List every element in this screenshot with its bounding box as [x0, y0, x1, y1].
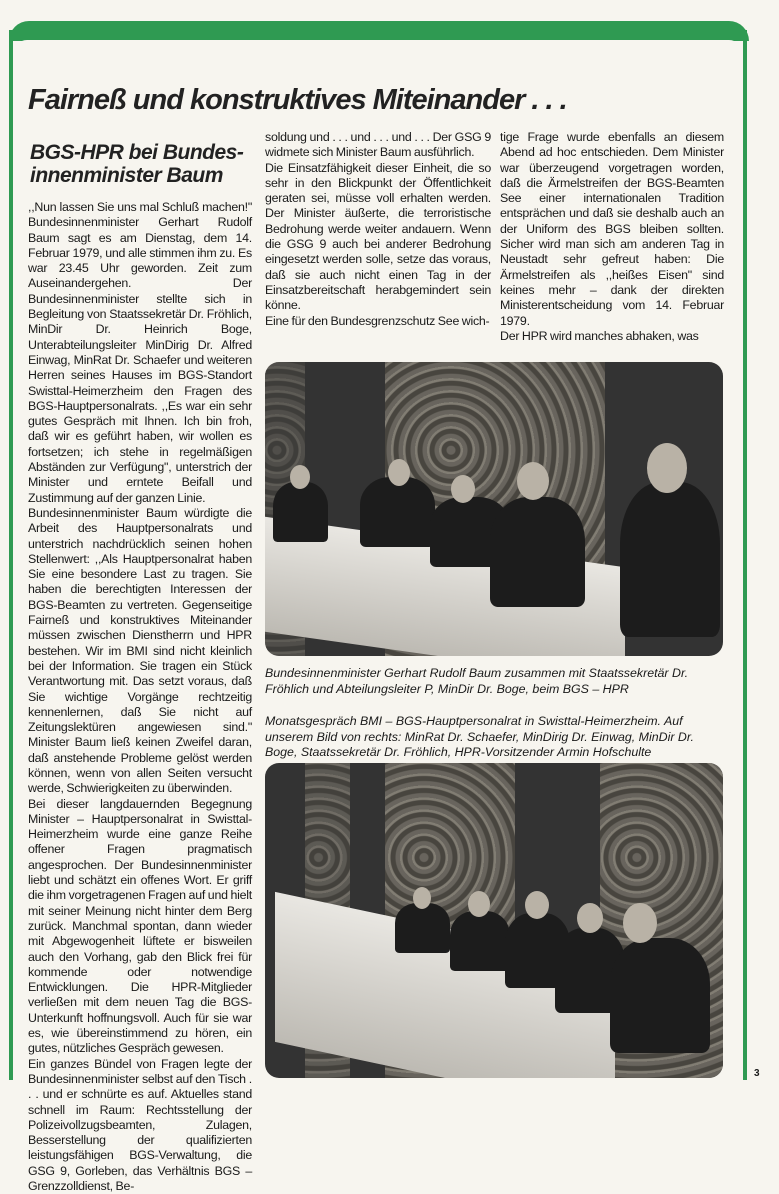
photo-caption-1: Bundesinnenminister Gerhart Rudolf Baum zusammen mit Staatssekretär Dr. Fröhlich und Abteilungsleiter P, MinDir Dr. Boge, beim BGS – HPR	[265, 666, 689, 696]
green-frame-right	[743, 30, 747, 1080]
person	[620, 482, 720, 637]
green-frame-left	[9, 30, 13, 1080]
paragraph: Bundesinnenminister Baum würdigte die Arbeit des Hauptpersonalrats und unterstrich nachdrücklich seinen hohen Stellenwert: ,,Als Hauptpersonalrat haben Sie eine besondere Last zu tragen. Sie haben die berechtigten Interessen der BGS-Beamten zu vertreten. Gegenseitige Fairneß und konstruktives Miteinander müssen zwischen Dienstherrn und HPR bestehen. Wir im BMI sind nicht kleinlich bei der Information. Sie tragen ein Stück Verantwortung mit. Das setzt voraus, daß Sie wichtige Vorgänge rechtzeitig kennenlernen, daß Sie nicht auf Zeitungslektüren angewiesen sind." Minister Baum ließ keinen Zweifel daran, daß anstehende Probleme gelöst werden können, wenn von allen Seiten versucht werde, Schwierigkeiten zu überwinden.	[28, 505, 252, 796]
person-head	[525, 891, 549, 919]
person-head	[413, 887, 431, 909]
paragraph: Ein ganzes Bündel von Fragen legte der Bundesinnenminister selbst auf den Tisch . . . und er schnürte es auf. Aktuelles stand schnell im Raum: Rechtsstellung der Polizeivollzugsbeamten, Zulagen, Besserstellung der qualifizierten leistungsfähigen BGS-Verwaltung, die GSG 9, Gorleben, das Verhältnis BGS – Grenzzolldienst, Be-	[28, 1056, 252, 1193]
person	[273, 482, 328, 542]
photo-monthly-meeting	[265, 763, 723, 1078]
person-head	[623, 903, 657, 943]
person-head	[517, 462, 549, 500]
person	[610, 938, 710, 1053]
person	[490, 497, 585, 607]
frame-inner-mask	[13, 40, 743, 70]
green-frame-top	[9, 21, 749, 41]
person	[360, 477, 435, 547]
person-head	[388, 459, 410, 486]
page-title: Fairneß und konstruktives Miteinander . . .	[28, 84, 567, 116]
photo-caption-2: Monatsgespräch BMI – BGS-Hauptpersonalrat in Swisttal-Heimerzheim. Auf unserem Bild von rechts: MinRat Dr. Schaefer, MinDirig Dr. Einwag, MinDir Dr. Boge, Staatssekretär Dr. Fröhlich, HPR-Vorsitzender Armin Hofschulte	[265, 714, 694, 759]
paragraph: Eine für den Bundesgrenzschutz See wich-	[265, 313, 490, 328]
photo-minister-meeting	[265, 362, 723, 656]
text-column-1	[28, 200, 252, 1194]
person	[395, 903, 450, 953]
article-headline: BGS-HPR bei Bundesinnenminister Baum	[30, 141, 244, 187]
paragraph: Der HPR wird manches abhaken, was	[500, 328, 699, 343]
person-head	[577, 903, 603, 933]
person-head	[451, 475, 475, 503]
person-head	[647, 443, 687, 493]
paragraph: ,,Nun lassen Sie uns mal Schluß machen!" Bundesinnenminister Gerhart Rudolf Baum sagt es am Dienstag, dem 14. Februar 1979, und alle stimmen ihm zu. Es war 23.45 Uhr geworden. Zeit zum Auseinandergehen. Der Bundesinnenminister stellte sich in Begleitung von Staatssekretär Dr. Fröhlich, MinDir Dr. Heinrich Boge, Unterabteilungsleiter MinDirig Dr. Alfred Einwag, MinRat Dr. Schaefer und weiteren Herren seines Hauses im BGS-Standort Swisttal-Heimerzheim den Fragen des BGS-Hauptpersonalrats. ,,Es war ein sehr gutes Gespräch mit Ihnen. Ich bin froh, daß wir es geführt haben, wir wollen es fortsetzen; ich stehe in regelmäßigen Abständen zur Verfügung", unterstrich der Minister und erntete Beifall und Zustimmung auf der ganzen Linie.	[28, 200, 252, 505]
paragraph: Die Einsatzfähigkeit dieser Einheit, die so sehr in den Blickpunkt der Öffentlichkeit geraten sei, müsse voll erhalten werden. Der Minister äußerte, die terroristische Bedrohung werde weiter andauern. Wenn die GSG 9 auch bei anderer Bedrohung eingesetzt werden solle, setze das voraus, daß sie auch nicht einen Tag in der Einsatzbereitschaft herabgemindert sein könne.	[265, 160, 491, 313]
paragraph: soldung und . . . und . . . und . . . Der GSG 9 widmete sich Minister Baum ausführlich.	[265, 130, 491, 160]
text-column-2	[265, 130, 491, 329]
page-number: 3	[754, 1068, 760, 1079]
person-head	[468, 891, 490, 917]
paragraph: Bei dieser langdauernden Begegnung Minister – Hauptpersonalrat in Swisttal-Heimerzheim wurde eine ganze Reihe offener Fragen pragmatisch angesprochen. Der Bundesinnenminister liebt und schätzt ein offenes Wort. Er griff die ihm vorgetragenen Fragen auf und hielt mit seiner Meinung nicht hinter dem Berg zurück. Manchmal spontan, dann wieder mit Abgewogenheit lüftete er bisweilen auch den Vorhang, gab den Blick frei für kommende oder notwendige Entwicklungen. Die HPR-Mitglieder verließen mit dem neuen Tag die BGS-Unterkunft hoffnungsvoll. Auch für sie war es, wie übereinstimmend zu hören, ein gutes, nützliches Gespräch gewesen.	[28, 796, 252, 1056]
paragraph: tige Frage wurde ebenfalls an diesem Abend ad hoc entschieden. Dem Minister war überzeugend vorgetragen worden, daß die Ärmelstreifen der BGS-Beamten See einer internationalen Tradition entsprächen und daß sie deshalb auch an der Uniform des BGS bleiben sollten. Sicher wird man sich am anderen Tag in Neustadt sehr gefreut haben: Die Ärmelstreifen als ,,heißes Eisen" sind keines mehr – dank der direkten Ministerentscheidung vom 14. Februar 1979.	[500, 130, 724, 328]
text-column-3	[500, 130, 724, 344]
person	[450, 911, 510, 971]
person-head	[290, 465, 310, 489]
